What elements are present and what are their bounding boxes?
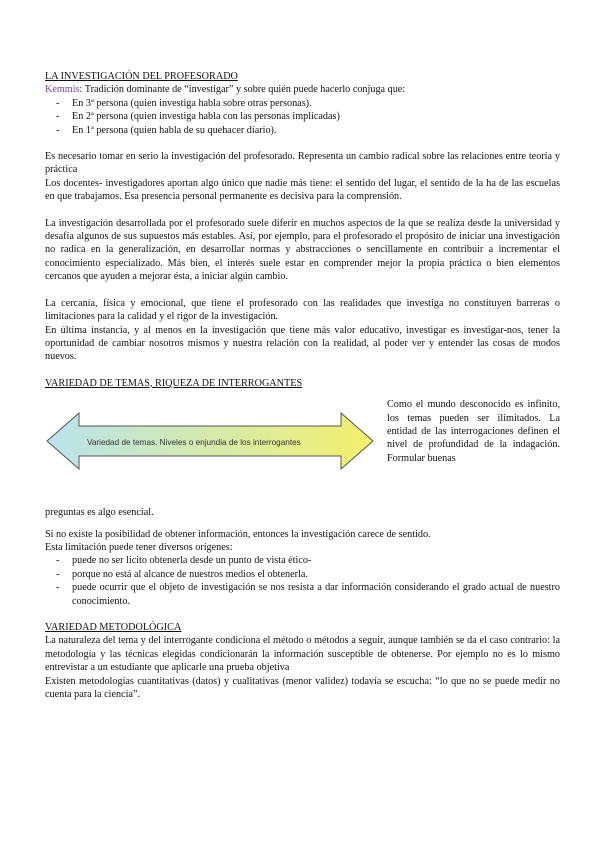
kemmis-text: : Tradición dominante de “investigar” y sobre quién puede hacerlo conjuga que: [79,84,406,96]
list-item: - En 2ª persona (quien investiga habla con las personas implicadas) [45,110,560,123]
paragraph: Si no existe la posibilidad de obtener información, entonces la investigación carece de sentido. [45,528,431,540]
paragraph: Los docentes- investigadores aportan algo único que nadie más tiene: el sentido del lugar, el sentido de la ha de las escuelas en que trabajamos. Esa presencia personal permanente es decisiva para la comprensión. [45,177,560,203]
persona-list [45,97,560,137]
document-page [45,70,560,701]
kemmis-intro [45,83,560,96]
side-paragraph-continuation: preguntas es algo esencial. [45,507,154,519]
section-heading-investigacion: LA INVESTIGACIÓN DEL PROFESORADO [45,71,238,82]
double-arrow-icon [45,410,375,472]
paragraph: La cercanía, física y emocional, que tiene el profesorado con las realidades que investiga no constituyen barreras o limitaciones para la calidad y el rigor de la investigación. [45,297,560,323]
limitation-list [45,554,560,608]
section-heading-variedad-temas: VARIEDAD DE TEMAS, RIQUEZA DE INTERROGANTES [45,377,303,389]
paragraph: En última instancia, y al menos en la investigación que tiene más valor educativo, investigar es investigar-nos, tener la oportunidad de cambiar nosotros mismos y nuestra relación con la realidad, al poder ver y entender las cosas de modos nuevos. [45,324,560,363]
list-item: - En 1ª persona (quien habla de su quehacer diario). [45,124,560,137]
list-item: - porque no está al alcance de nuestros medios el obtenerla. [45,568,560,581]
list-item: - puede ocurrir que el objeto de investigación se nos resista a dar información considerando el grado actual de nuestro conocimiento. [45,581,560,608]
paragraph: La naturaleza del tema y del interrogante condiciona el método o métodos a seguir, aunque también se da el caso contrario: la metodología y las técnicas elegidas condicionarán la información susceptible de obtenerse. Por ejemplo no es lo mismo entrevistar a un estudiante que aplicarle una prueba objetiva [45,635,560,674]
arrow-label: Variedad de temas. Niveles o enjundia de los interrogantes [87,438,301,448]
kemmis-author: Kemmis [45,84,80,96]
paragraph: Existen metodologías cuantitativas (datos) y cualitativas (menor validez) todavía se escucha: “lo que no se puede medir no cuenta para la ciencia”. [45,675,560,700]
side-paragraph: Como el mundo desconocido es infinito, los temas pueden ser ilimitados. La entidad de las interrogaciones definen el nivel de profundidad de la indagación. Formular buenas [387,399,560,464]
paragraph: Esta limitación puede tener diversos orígenes: [45,541,233,553]
list-item: - puede no ser lícito obtenerla desde un punto de vista ético- [45,554,560,567]
paragraph: La investigación desarrollada por el profesorado suele diferir en muchos aspectos de la que se realiza desde la universidad y desafía algunos de sus supuestos más estables. Así, por ejemplo, para el profesorado el propósito de iniciar una investigación no radica en la generalización, en desarrollar normas y abstracciones o sencillamente en contribuir a incrementar el conocimiento especializado. Más bien, el interés suele estar en comprender mejor la propia práctica o bien elementos cercanos que ayuden a mejorar ésta, a iniciar algún cambio. [45,217,560,283]
double-arrow-diagram [45,410,375,472]
section-heading-variedad-metodologica: VARIEDAD METODOLÓGICA [45,621,182,633]
paragraph: Es necesario tomar en serio la investigación del profesorado. Representa un cambio radical sobre las relaciones entre teoría y práctica [45,151,560,176]
list-item: - En 3ª persona (quien investiga habla sobre otras personas). [45,97,560,110]
arrow-figure-row [45,398,560,506]
